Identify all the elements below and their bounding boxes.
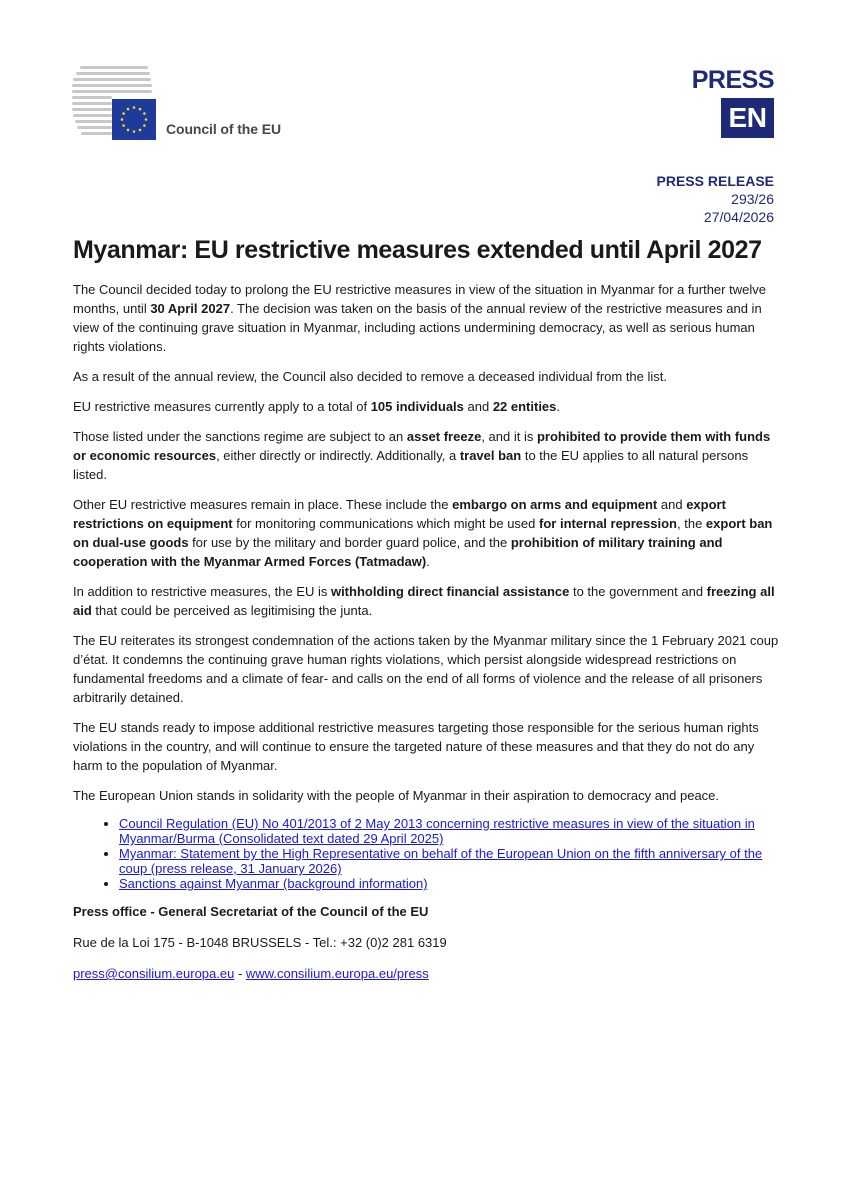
org-name: Council of the EU — [166, 121, 281, 137]
body-paragraph — [73, 280, 785, 356]
body-paragraph — [73, 367, 785, 386]
related-links — [73, 816, 785, 891]
separator: - — [234, 966, 246, 981]
bold-text: 22 entities — [492, 399, 557, 414]
bold-text: travel ban — [459, 448, 522, 463]
body-paragraph — [73, 631, 785, 707]
bold-text: prohibition of military training and cooperation with the Myanmar Armed Forces (Tatmadaw) — [73, 535, 723, 569]
footer-title: Press office - General Secretariat of the Council of the EU — [73, 904, 429, 919]
text-run: EU restrictive measures currently apply to a total of — [73, 399, 371, 414]
bold-text: 30 April 2027 — [150, 301, 231, 316]
text-run: . The decision was taken on the basis of the annual review of the restrictive measures and in view of the continuing grave situation in Myanmar, including actions undermining democracy, as well as serious human rights violations. — [73, 301, 762, 354]
bold-text: for internal repression — [539, 516, 677, 531]
article-body — [73, 280, 785, 995]
list-item — [119, 846, 785, 876]
bold-text: freezing all aid — [73, 584, 775, 618]
body-paragraph — [73, 582, 785, 620]
link-council-regulation[interactable]: Council Regulation (EU) No 401/2013 of 2 May 2013 concerning restrictive measures in view of the situation in Myanmar/Burma (Consolidated text dated 29 April 2025) — [119, 816, 755, 846]
body-paragraph — [73, 786, 785, 805]
press-label: PRESS — [691, 66, 774, 94]
text-run: for use by the military and border guard police, and the — [188, 535, 511, 550]
body-paragraph — [73, 397, 785, 416]
link-sanctions-background[interactable]: Sanctions against Myanmar (background information) — [119, 876, 428, 891]
text-run: The EU reiterates its strongest condemnation of the actions taken by the Myanmar military since the 1 February 2021 coup d’état. It condemns the continuing grave human rights violations, which persist alongside widespread restrictions on fundamental freedoms and a climate of fear- and calls on the end of all forms of violence and the release of all prisoners arbitrarily detained. — [73, 633, 779, 705]
release-date: 27/04/2026 — [703, 209, 774, 225]
text-run: In addition to restrictive measures, the EU is — [73, 584, 331, 599]
footer-contact — [73, 964, 785, 984]
text-run: The Council decided today to prolong the EU restrictive measures in view of the situation in Myanmar for a further twelve months, until — [73, 282, 766, 316]
text-run: The European Union stands in solidarity with the people of Myanmar in their aspiration to democracy and peace. — [73, 788, 720, 803]
body-paragraph — [73, 495, 785, 571]
bold-text: prohibited to provide them with funds or economic resources — [73, 429, 771, 463]
paragraph-list — [73, 280, 785, 805]
email-link[interactable]: press@consilium.europa.eu — [73, 966, 235, 981]
text-run: for monitoring communications which might be used — [232, 516, 540, 531]
bold-text: 105 individuals — [370, 399, 464, 414]
text-run: , either directly or indirectly. Additionally, a — [216, 448, 460, 463]
text-run: and — [657, 497, 687, 512]
list-item — [119, 876, 785, 891]
footer-address: Rue de la Loi 175 - B-1048 BRUSSELS - Tel.: +32 (0)2 281 6319 — [73, 935, 447, 950]
release-number: 293/26 — [731, 191, 774, 207]
text-run: The EU stands ready to impose additional restrictive measures targeting those responsible for the serious human rights violations in the country, and will continue to ensure the targeted nature of these measures and that they do not do any harm to the population of Myanmar. — [73, 720, 759, 773]
press-office-footer — [73, 902, 785, 984]
text-run: , and it is — [481, 429, 537, 444]
bold-text: withholding direct financial assistance — [330, 584, 570, 599]
text-run: . — [556, 399, 561, 414]
body-paragraph — [73, 718, 785, 775]
language-badge: EN — [721, 98, 774, 138]
list-item — [119, 816, 785, 846]
bold-text: asset freeze — [406, 429, 482, 444]
bold-text: export restrictions on equipment — [73, 497, 726, 531]
text-run: and — [463, 399, 493, 414]
text-run: to the government and — [569, 584, 707, 599]
text-run: . — [426, 554, 430, 569]
eu-flag-icon — [112, 99, 156, 140]
bold-text: export ban on dual-use goods — [73, 516, 773, 550]
text-run: to the EU applies to all natural persons listed. — [73, 448, 749, 482]
bold-text: embargo on arms and equipment — [452, 497, 658, 512]
text-run: As a result of the annual review, the Council also decided to remove a deceased individual from the list. — [73, 369, 668, 384]
release-label: PRESS RELEASE — [656, 173, 774, 189]
link-hr-statement[interactable]: Myanmar: Statement by the High Representative on behalf of the European Union on the fifth anniversary of the coup (press release, 31 January 2026) — [119, 846, 763, 876]
website-link[interactable]: www.consilium.europa.eu/press — [245, 966, 429, 981]
text-run: Those listed under the sanctions regime are subject to an — [73, 429, 407, 444]
page-title: Myanmar: EU restrictive measures extended until April 2027 — [73, 236, 762, 264]
body-paragraph — [73, 427, 785, 484]
text-run: that could be perceived as legitimising the junta. — [91, 603, 373, 618]
release-meta — [657, 172, 774, 226]
council-logo[interactable] — [72, 66, 312, 140]
text-run: , the — [677, 516, 706, 531]
text-run: Other EU restrictive measures remain in place. These include the — [73, 497, 453, 512]
